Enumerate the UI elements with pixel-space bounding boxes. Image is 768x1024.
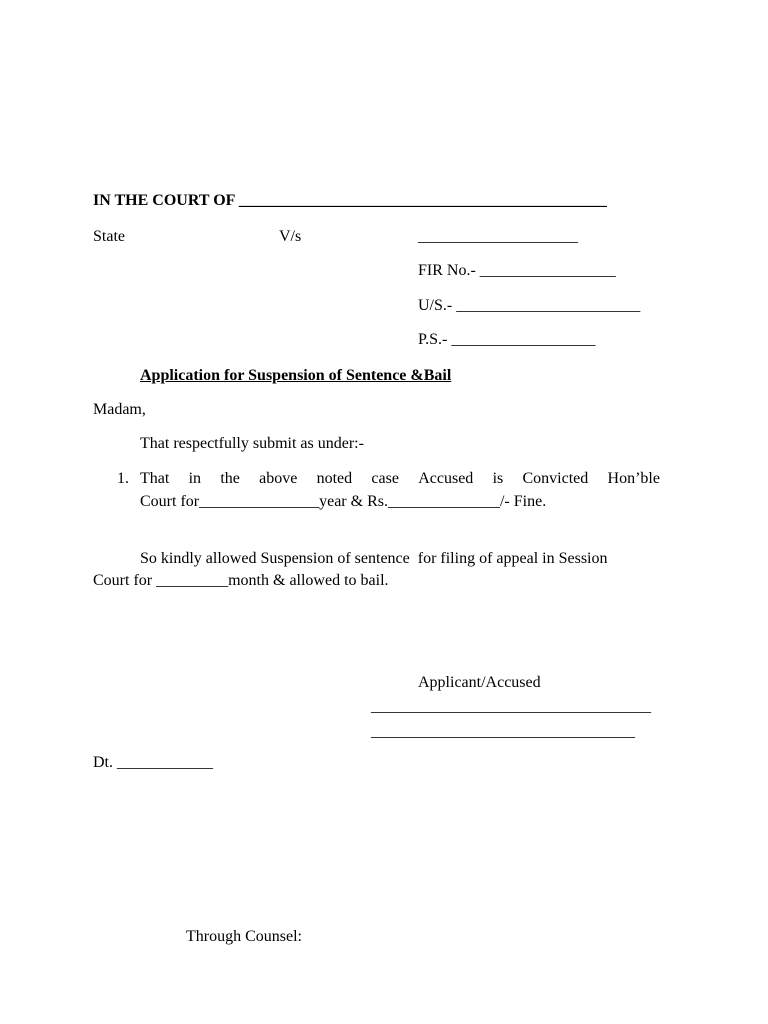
signature-blank-2: _________________________________ xyxy=(371,723,635,740)
party-state: State xyxy=(93,228,125,245)
intro-paragraph: That respectfully submit as under:- xyxy=(140,435,364,452)
fir-number-field: FIR No.- _________________ xyxy=(418,262,616,279)
date-field: Dt. ____________ xyxy=(93,754,213,771)
word: is xyxy=(492,470,504,487)
word: noted xyxy=(316,470,353,487)
court-heading: IN THE COURT OF ______________________________________________ xyxy=(93,192,607,209)
signature-blank-1: ___________________________________ xyxy=(371,698,651,715)
signature-label: Applicant/Accused xyxy=(418,674,541,691)
point-1-line-1 xyxy=(140,469,660,489)
word: the xyxy=(220,470,240,487)
prayer-line-1: So kindly allowed Suspension of sentence for filing of appeal in Session xyxy=(140,550,608,567)
through-counsel: Through Counsel: xyxy=(186,928,302,945)
application-title: Application for Suspension of Sentence &Bail xyxy=(140,367,452,384)
police-station-field: P.S.- __________________ xyxy=(418,331,596,348)
point-1-number: 1. xyxy=(117,470,129,487)
point-1-line-2: Court for_______________year & Rs.______________/- Fine. xyxy=(140,493,547,510)
word: above xyxy=(259,470,298,487)
party-accused-blank: ____________________ xyxy=(418,228,578,245)
party-versus: V/s xyxy=(279,228,302,245)
word: in xyxy=(188,470,202,487)
word: Convicted xyxy=(522,470,589,487)
word: Hon’ble xyxy=(607,470,660,487)
prayer-line-2: Court for _________month & allowed to bail. xyxy=(93,572,389,589)
word: That xyxy=(140,470,170,487)
word: Accused xyxy=(418,470,474,487)
word: case xyxy=(371,470,399,487)
under-section-field: U/S.- _______________________ xyxy=(418,297,641,314)
salutation: Madam, xyxy=(93,401,146,418)
